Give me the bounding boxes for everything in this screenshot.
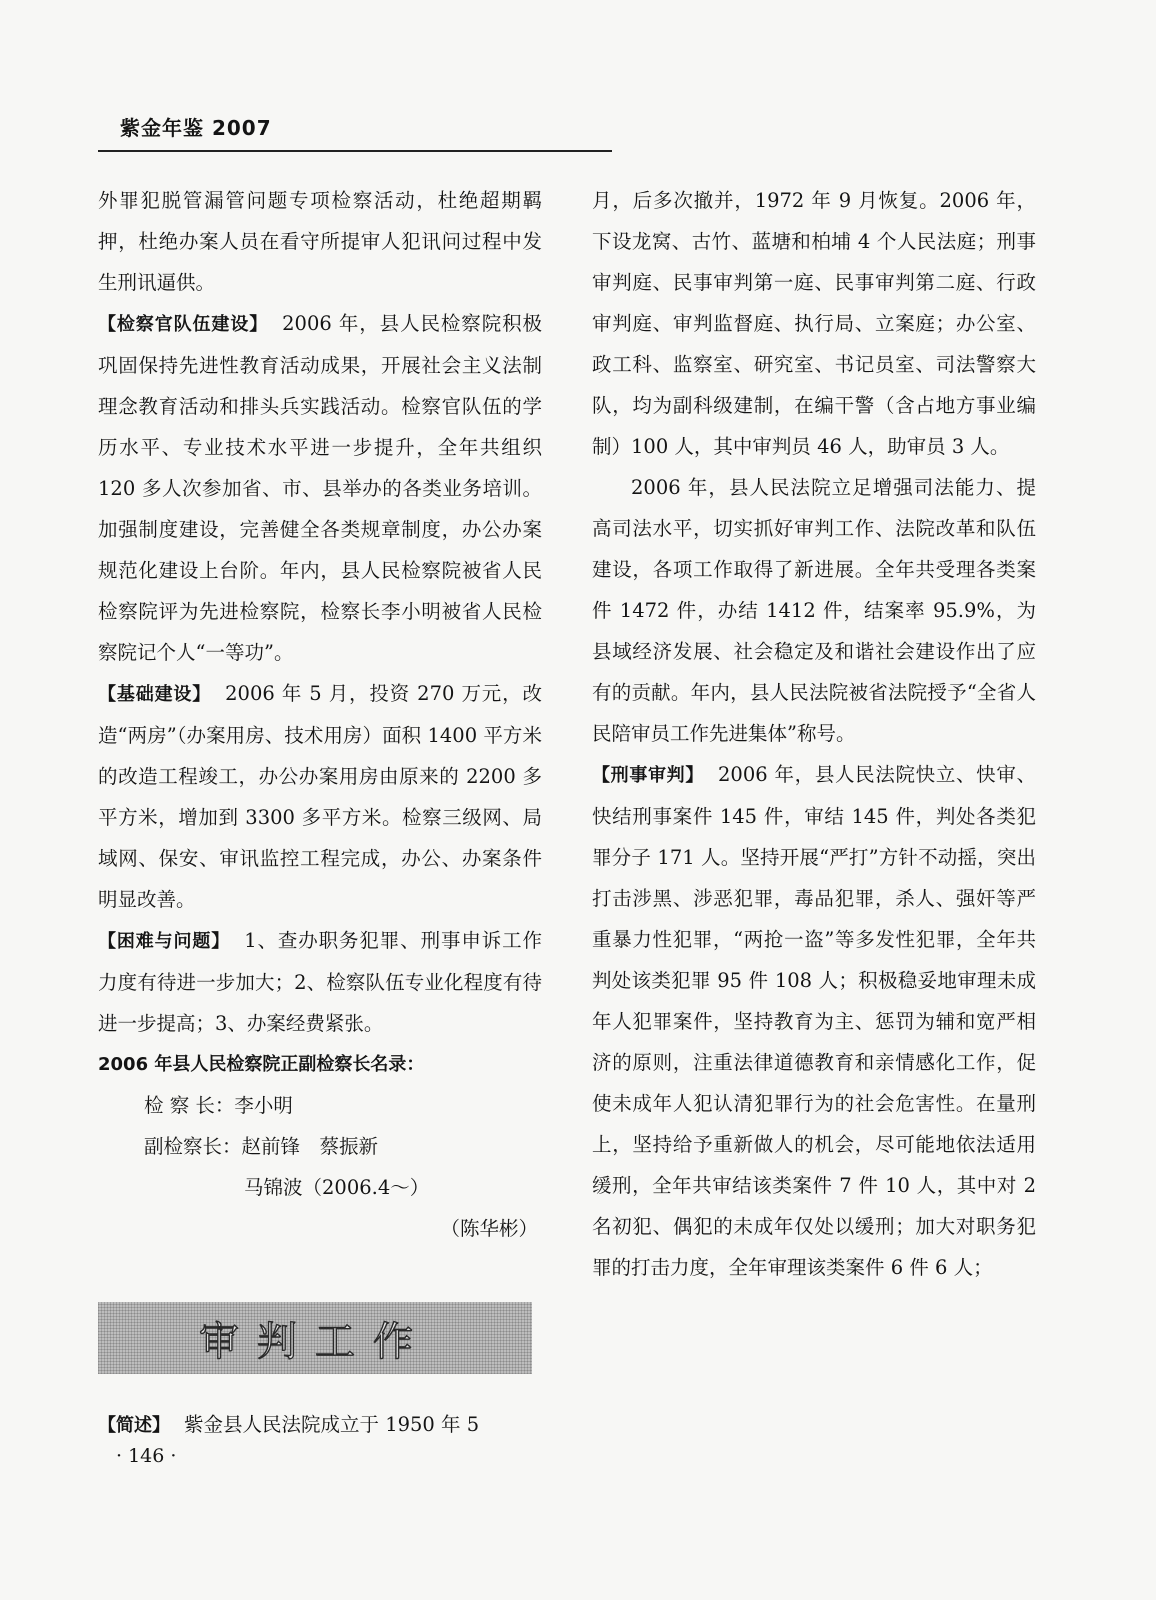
- paragraph: 月，后多次撤并，1972 年 9 月恢复。2006 年，下设龙窝、古竹、蓝塘和柏埔 4 个人民法庭；刑事审判庭、民事审判第一庭、民事审判第二庭、行政审判庭、审判监督庭、执行局、立案庭；办公室、政工科、监察室、研究室、书记员室、司法警察大队，均为副科级建制，在编干警（含占地方事业编制）100 人，其中审判员 46 人，助审员 3 人。: [592, 189, 1036, 458]
- paragraph-infrastructure: [98, 673, 542, 920]
- page-header-title: 紫金年鉴 2007: [120, 116, 272, 140]
- roster-line: 检 察 长：李小明: [144, 1094, 293, 1117]
- section-tag: 【困难与问题】: [98, 931, 231, 952]
- section-tag: 【刑事审判】: [592, 765, 705, 786]
- paragraph-text: 1、查办职务犯罪、刑事申诉工作力度有待进一步加大；2、检察队伍专业化程度有待进一步提高；3、办案经费紧张。: [98, 929, 542, 1035]
- header-divider: [98, 150, 612, 152]
- paragraph-team-building: [98, 303, 542, 673]
- paragraph-criminal-trial: [592, 754, 1036, 1288]
- roster-line: 马锦波（2006.4～）: [244, 1176, 430, 1199]
- right-column: [592, 180, 1036, 1288]
- paragraph-problems: [98, 920, 542, 1044]
- paragraph-text: 2006 年，县人民法院快立、快审、快结刑事案件 145 件，审结 145 件，判处各类犯罪分子 171 人。坚持开展“严打”方针不动摇，突出打击涉黑、涉恶犯罪，毒品犯罪，杀人、强奸等严重暴力性犯罪，“两抢一盗”等多发性犯罪，全年共判处该类犯罪 95 件 108 人；积极稳妥地审理未成年人犯罪案件，坚持教育为主、惩罚为辅和宽严相济的原则，注重法律道德教育和亲情感化工作，促使未成年人犯认清犯罪行为的社会危害性。在量刑上，坚持给予重新做人的机会，尽可能地依法适用缓刑，全年共审结该类案件 7 件 10 人，其中对 2 名初犯、偶犯的未成年仅处以缓刑；加大对职务犯罪的打击力度，全年审理该类案件 6 件 6 人；: [592, 763, 1037, 1279]
- section-banner: [98, 1302, 532, 1374]
- paragraph-text: 2006 年 5 月，投资 270 万元，改造“两房”（办案用房、技术用房）面积 1400 平方米的改造工程竣工，办公办案用房由原来的 2200 多平方米，增加到 3300 多平方米。检察三级网、局域网、保安、审讯监控工程完成，办公、办案条件明显改善。: [98, 682, 543, 911]
- paragraph-text: 2006 年，县人民检察院积极巩固保持先进性教育活动成果，开展社会主义法制理念教育活动和排头兵实践活动。检察官队伍的学历水平、专业技术水平进一步提升，全年共组织 120 多人次参加省、市、县举办的各类业务培训。加强制度建设，完善健全各类规章制度，办公办案规范化建设上台阶。年内，县人民检察院被省人民检察院评为先进检察院，检察长李小明被省人民检察院记个人“一等功”。: [98, 312, 543, 664]
- roster-line: 副检察长：赵前锋 蔡振新: [144, 1135, 379, 1158]
- left-column: [98, 180, 542, 1249]
- paragraph-text: 紫金县人民法院成立于 1950 年 5: [184, 1413, 480, 1436]
- section-tag: 【基础建设】: [98, 684, 212, 705]
- page-number: · 146 ·: [116, 1445, 177, 1467]
- author-credit: （陈华彬）: [440, 1217, 538, 1240]
- section-tag: 【检察官队伍建设】: [98, 314, 269, 335]
- section-tag: 【简述】: [98, 1415, 170, 1436]
- roster-heading: 2006 年县人民检察院正副检察长名录：: [98, 1054, 425, 1075]
- paragraph: 2006 年，县人民法院立足增强司法能力、提高司法水平，切实抓好审判工作、法院改革和队伍建设，各项工作取得了新进展。全年共受理各类案件 1472 件，办结 1412 件，结案率 95.9%，为县域经济发展、社会稳定及和谐社会建设作出了应有的贡献。年内，县人民法院被省法院授予“全省人民陪审员工作先进集体”称号。: [592, 476, 1036, 745]
- paragraph: 外罪犯脱管漏管问题专项检察活动，杜绝超期羁押，杜绝办案人员在看守所提审人犯讯问过程中发生刑讯逼供。: [98, 189, 542, 294]
- section-banner-title: 审判工作: [199, 1318, 431, 1365]
